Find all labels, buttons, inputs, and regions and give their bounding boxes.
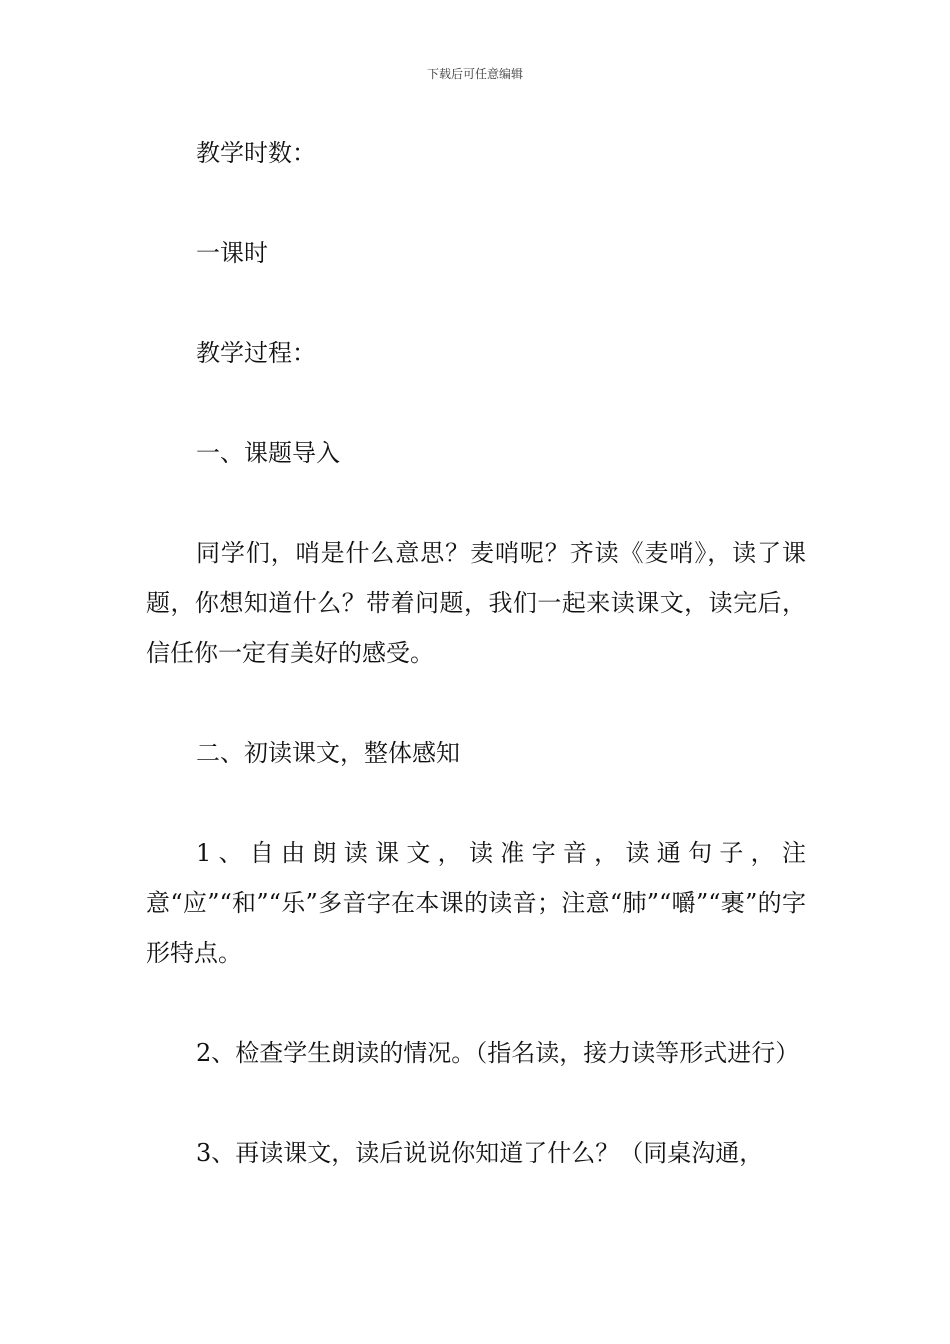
list-item-step-1: 1、自由朗读课文，读准字音，读通句子，注意“应”“和”“乐”多音字在本课的读音；注意“肺”“嚼”“裹”的字形特点。 (146, 839, 806, 967)
paragraph-teaching-hours-label: 教学时数： (196, 139, 316, 167)
list-item-step-2: 2、检查学生朗读的情况。（指名读，接力读等形式进行） (196, 1039, 800, 1067)
paragraph-introduction-body: 同学们，哨是什么意思？麦哨呢？齐读《麦哨》，读了课题，你想知道什么？带着问题，我们一起来读课文，读完后，信任你一定有美好的感受。 (146, 539, 806, 667)
section-heading-introduction: 一、课题导入 (196, 439, 340, 467)
page-header: 下载后可任意编辑 (426, 67, 523, 81)
document-body (146, 128, 806, 1228)
paragraph-teaching-process-label: 教学过程： (196, 339, 316, 367)
list-item-step-3: 3、再读课文，读后说说你知道了什么？（同桌沟通， (196, 1139, 764, 1167)
section-heading-first-reading: 二、初读课文，整体感知 (196, 739, 460, 767)
paragraph-teaching-hours-value: 一课时 (196, 239, 268, 267)
